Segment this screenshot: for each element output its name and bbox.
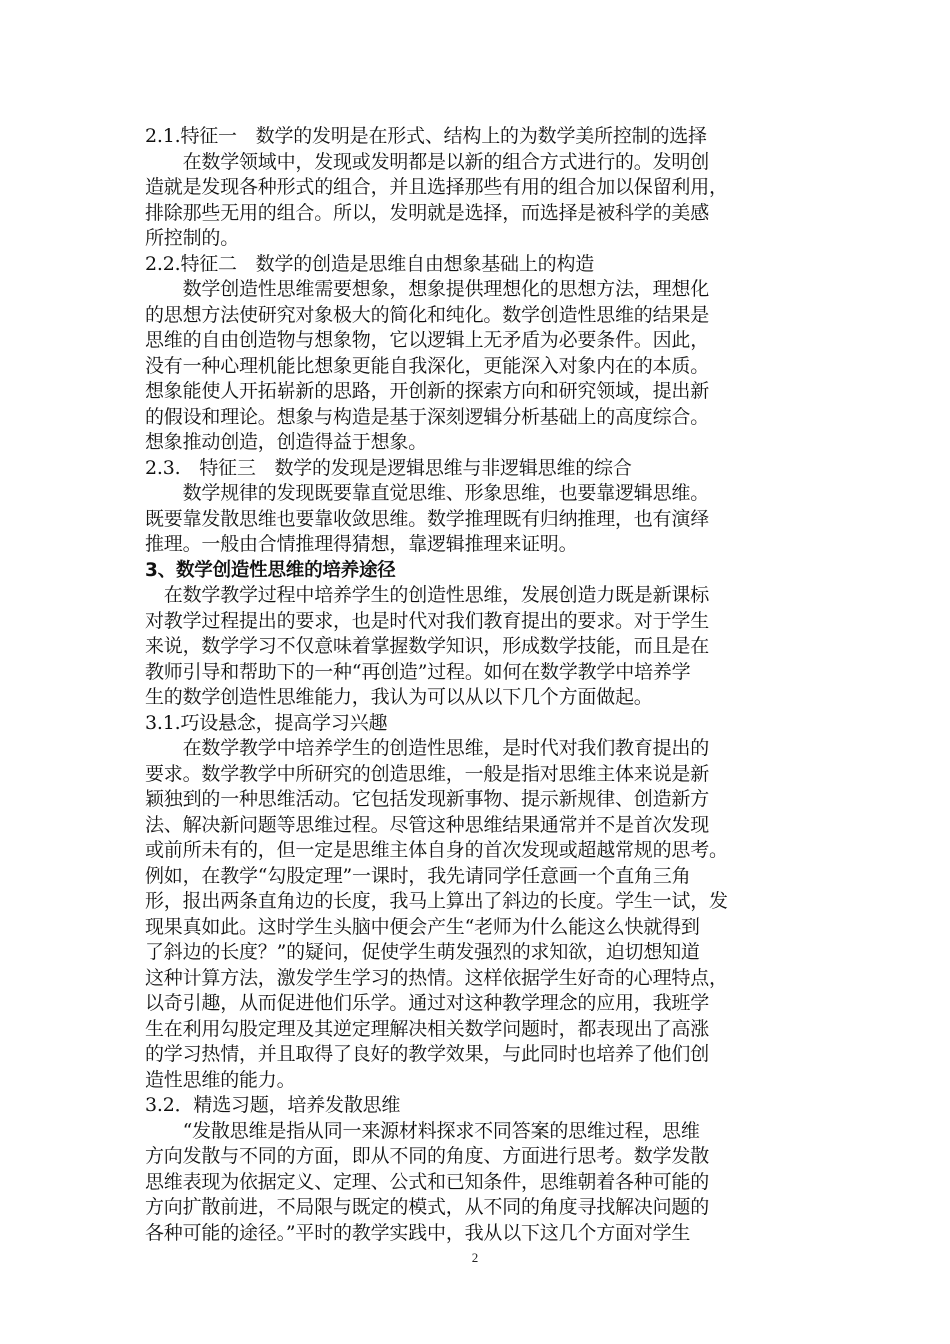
text-line: 在数学领域中，发现或发明都是以新的组合方式进行的。发明创 [145, 150, 710, 173]
text-line: 对教学过程提出的要求，也是时代对我们教育提出的要求。对于学生 [145, 609, 710, 632]
text-line: 思维表现为依据定义、定理、公式和已知条件，思维朝着各种可能的 [145, 1170, 710, 1193]
text-line: 要求。数学教学中所研究的创造思维，一般是指对思维主体来说是新 [145, 762, 710, 785]
text-line: 数学创造性思维需要想象，想象提供理想化的思想方法，理想化 [145, 278, 710, 300]
text-line: 既要靠发散思维也要靠收敛思维。数学推理既有归纳推理，也有演绎 [145, 507, 710, 530]
text-line: 这种计算方法，激发学生学习的热情。这样依据学生好奇的心理特点， [145, 966, 728, 989]
text-line: 的学习热情，并且取得了良好的教学效果，与此同时也培养了他们创 [145, 1043, 710, 1065]
text-line: 想象推动创造，创造得益于想象。 [145, 431, 428, 453]
text-line: 所控制的。 [145, 227, 240, 249]
text-line: 在数学教学过程中培养学生的创造性思维，发展创造力既是新课标 [145, 584, 710, 606]
text-line: 教师引导和帮助下的一种“再创造”过程。如何在数学教学中培养学 [145, 660, 691, 683]
text-line: 来说，数学学习不仅意味着掌握数学知识，形成数学技能，而且是在 [145, 635, 710, 657]
page-number: 2 [471, 1250, 479, 1265]
text-line: 在数学教学中培养学生的创造性思维，是时代对我们教育提出的 [145, 737, 710, 759]
text-line: 生的数学创造性思维能力，我认为可以从以下几个方面做起。 [145, 686, 653, 708]
text-line: 的假设和理论。想象与构造是基于深刻逻辑分析基础上的高度综合。 [145, 405, 710, 428]
text-line: 思维的自由创造物与想象物，它以逻辑上无矛盾为必要条件。因此， [145, 329, 710, 351]
text-line: 方向发散与不同的方面，即从不同的角度、方面进行思考。数学发散 [145, 1145, 710, 1167]
text-line: 生在利用勾股定理及其逆定理解决相关数学问题时，都表现出了高涨 [145, 1017, 710, 1040]
text-line: 推理。一般由合情推理得猜想，靠逻辑推理来证明。 [145, 533, 578, 555]
text-line: 法、解决新问题等思维过程。尽管这种思维结果通常并不是首次发现 [145, 813, 710, 836]
text-line: 3.1.巧设悬念，提高学习兴趣 [145, 711, 388, 734]
text-line: 2.2.特征二 数学的创造是思维自由想象基础上的构造 [145, 252, 595, 275]
text-line: 的思想方法使研究对象极大的简化和纯化。数学创造性思维的结果是 [145, 303, 710, 326]
text-line: 造就是发现各种形式的组合，并且选择那些有用的组合加以保留利用， [145, 176, 728, 198]
text-line: 没有一种心理机能比想象更能自我深化，更能深入对象内在的本质。 [145, 354, 710, 377]
text-line: 想象能使人开拓崭新的思路，开创新的探索方向和研究领域，提出新 [145, 380, 710, 402]
text-line: “发散思维是指从同一来源材料探求不同答案的思维过程，思维 [145, 1119, 700, 1142]
text-line: 例如，在教学“勾股定理”一课时，我先请同学任意画一个直角三角 [145, 864, 691, 887]
section-heading: 3、数学创造性思维的培养途径 [145, 559, 396, 581]
text-line: 了斜边的长度？”的疑问，促使学生萌发强烈的求知欲，迫切想知道 [145, 941, 700, 963]
text-line: 颖独到的一种思维活动。它包括发现新事物、提示新规律、创造新方 [145, 788, 710, 810]
text-line: 现果真如此。这时学生头脑中便会产生“老师为什么能这么快就得到 [145, 915, 700, 938]
text-line: 各种可能的途径。”平时的教学实践中，我从以下这几个方面对学生 [145, 1221, 691, 1244]
text-line: 方向扩散前进，不局限与既定的模式，从不同的角度寻找解决问题的 [145, 1196, 710, 1218]
text-line: 以奇引趣，从而促进他们乐学。通过对这种教学理念的应用，我班学 [145, 992, 710, 1014]
text-line: 或前所未有的，但一定是思维主体自身的首次发现或超越常规的思考。 [145, 839, 728, 861]
document-body [145, 124, 810, 1246]
text-line: 3.2．精选习题，培养发散思维 [145, 1094, 401, 1116]
text-line: 2.1.特征一 数学的发明是在形式、结构上的为数学美所控制的选择 [145, 125, 707, 147]
text-line: 排除那些无用的组合。所以，发明就是选择，而选择是被科学的美感 [145, 201, 710, 224]
text-line: 2.3. 特征三 数学的发现是逻辑思维与非逻辑思维的综合 [145, 456, 632, 479]
text-line: 造性思维的能力。 [145, 1068, 296, 1091]
text-line: 形，报出两条直角边的长度，我马上算出了斜边的长度。学生一试，发 [145, 890, 728, 912]
text-line: 数学规律的发现既要靠直觉思维、形象思维，也要靠逻辑思维。 [145, 482, 710, 504]
